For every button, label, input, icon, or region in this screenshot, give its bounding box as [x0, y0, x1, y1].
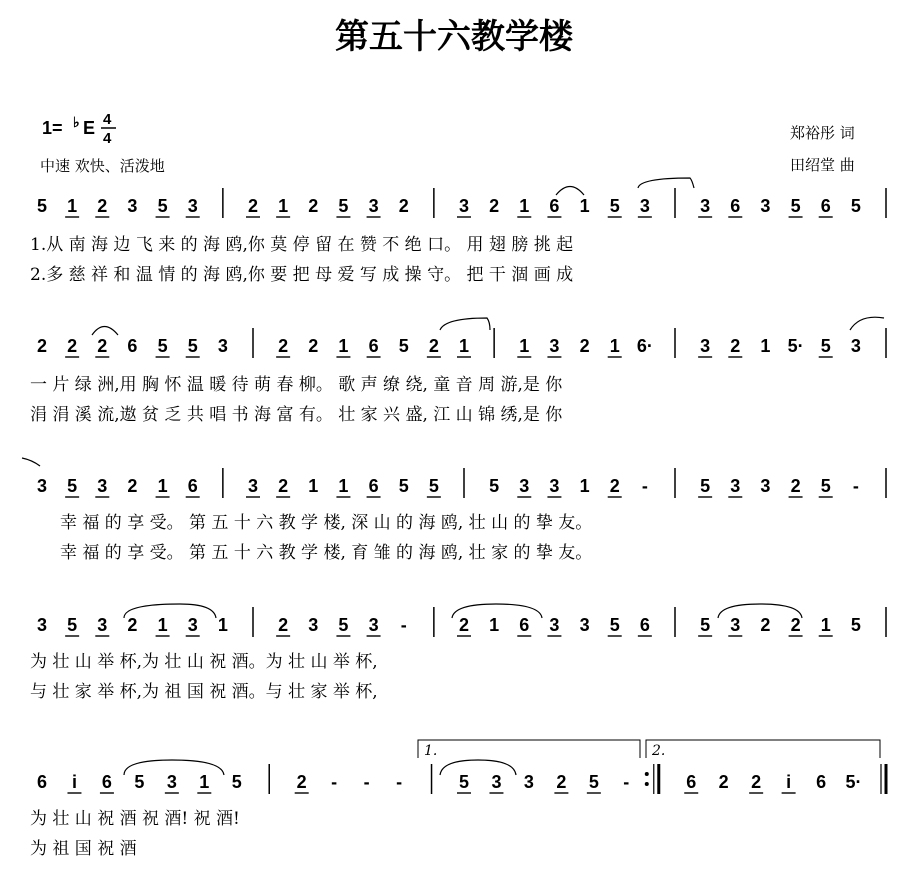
notation-row [37, 764, 886, 794]
note: 5 [588, 772, 599, 792]
note: 5 [398, 476, 409, 496]
repeat-dot [645, 772, 649, 776]
second-ending-label: 2. [652, 743, 666, 759]
note: 1 [458, 336, 470, 356]
note: 3 [760, 476, 771, 496]
key-prefix: 1= [42, 118, 63, 138]
note: 3 [549, 336, 560, 356]
note: 2 [398, 196, 409, 216]
note: 5 [820, 476, 831, 496]
lyric-line-verse-1: 为 壮 山 举 杯,为 壮 山 祝 酒。为 壮 山 举 杯, [30, 652, 378, 672]
dash-note: - [623, 772, 630, 792]
note: 6 [816, 772, 827, 792]
note: 5 [850, 615, 861, 635]
note: 2 [751, 772, 762, 792]
lyricist-credit: 郑裕彤 词 [790, 124, 855, 142]
note: 1 [199, 772, 210, 792]
note: 2 [458, 615, 470, 635]
note: 2 [127, 476, 138, 496]
note: 3 [730, 615, 741, 635]
note: 5 [67, 615, 78, 635]
note: 3 [458, 196, 470, 216]
lyric-line-verse-2: 2.多 慈 祥 和 温 情 的 海 鸥,你 要 把 母 爱 写 成 操 守。 把 干 涸 画 成 [30, 265, 574, 285]
note: 2 [127, 615, 138, 635]
note: 2 [718, 772, 729, 792]
note: 3 [549, 476, 560, 496]
first-ending-bracket [418, 740, 640, 758]
note: 1 [157, 615, 168, 635]
notation-row [37, 188, 886, 218]
note: 6 [187, 476, 198, 496]
lyric-line-verse-2: 为 祖 国 祝 酒 [30, 839, 137, 859]
note: 5 [157, 196, 168, 216]
dash-note: - [400, 615, 407, 635]
note: 5 [700, 615, 711, 635]
note: 5· [787, 336, 804, 356]
note: 5 [458, 772, 470, 792]
note: 6 [639, 615, 650, 635]
note: 5 [700, 476, 711, 496]
note: 5 [609, 196, 620, 216]
note: 2 [278, 615, 289, 635]
note: 5· [845, 772, 862, 792]
note: 1 [609, 336, 620, 356]
note: 1 [217, 615, 228, 635]
notation-row [37, 328, 886, 358]
note: 6 [36, 772, 48, 792]
lyric-line-verse-2: 涓 涓 溪 流,遨 贫 乏 共 唱 书 海 富 有。 壮 家 兴 盛, 江 山 锦 绣,是 你 [30, 405, 563, 425]
composer-credit: 田绍堂 曲 [790, 156, 855, 174]
first-ending-label: 1. [424, 743, 438, 759]
note: 1 [820, 615, 831, 635]
note: 3 [247, 476, 259, 496]
note: 2 [428, 336, 439, 356]
notation-row [37, 607, 886, 637]
volta-brackets [418, 740, 880, 759]
lyric-line-verse-1: 1.从 南 海 边 飞 来 的 海 鸥,你 莫 停 留 在 赞 不 绝 口。 用 翅 膀 挑 起 [30, 235, 574, 255]
time-denominator: 4 [103, 130, 112, 147]
note: 6 [101, 772, 112, 792]
note: 3 [97, 615, 108, 635]
note: 2 [790, 615, 801, 635]
repeat-dot [645, 782, 649, 786]
note: 2 [97, 336, 108, 356]
note: 1 [308, 476, 319, 496]
note: 1 [579, 476, 590, 496]
note: 6· [636, 336, 653, 356]
note: 6 [686, 772, 697, 792]
note: 5 [398, 336, 409, 356]
system-2 [30, 328, 886, 425]
lyric-line-verse-2: 与 壮 家 举 杯,为 祖 国 祝 酒。与 壮 家 举 杯, [30, 682, 378, 702]
note: 3 [519, 476, 530, 496]
note: 3 [700, 336, 711, 356]
note: 5 [36, 196, 48, 216]
note: 2 [308, 196, 319, 216]
note: 3 [368, 196, 379, 216]
note: 3 [850, 336, 861, 356]
system-5 [30, 764, 886, 859]
note: 3 [217, 336, 228, 356]
note: 2 [296, 772, 307, 792]
lyric-line-verse-2: 幸 福 的 享 受。 第 五 十 六 教 学 楼, 育 雏 的 海 鸥, 壮 家 的 挚 友。 [60, 543, 593, 563]
notation-row [37, 468, 886, 498]
note: 5 [850, 196, 861, 216]
note: 5 [231, 772, 242, 792]
note: 1 [519, 196, 530, 216]
note: 6 [519, 615, 530, 635]
note: 2 [609, 476, 620, 496]
note: 2 [67, 336, 78, 356]
note: 6 [368, 336, 379, 356]
tempo-marking: 中速 欢快、活泼地 [40, 157, 165, 175]
note: 5 [338, 196, 349, 216]
note: 5 [609, 615, 620, 635]
note: 6 [730, 196, 741, 216]
note: 3 [187, 196, 198, 216]
note: 3 [549, 615, 560, 635]
note: 3 [36, 615, 48, 635]
note: 1 [338, 476, 349, 496]
note: i [786, 772, 792, 792]
song-title: 第五十六教学楼 [335, 17, 573, 57]
note: 2 [278, 476, 289, 496]
note: 6 [549, 196, 560, 216]
note: 1 [278, 196, 289, 216]
note: 6 [127, 336, 138, 356]
note: 2 [730, 336, 741, 356]
note: 1 [157, 476, 168, 496]
note: 3 [166, 772, 177, 792]
note: 3 [730, 476, 741, 496]
key-tonic: E [83, 118, 96, 138]
note: 3 [523, 772, 534, 792]
note: 6 [820, 196, 831, 216]
note: 3 [187, 615, 198, 635]
note: 2 [489, 196, 500, 216]
dash-note: - [396, 772, 403, 792]
note: 2 [579, 336, 590, 356]
note: 2 [278, 336, 289, 356]
note: 3 [308, 615, 319, 635]
note: 5 [157, 336, 168, 356]
note: 2 [556, 772, 567, 792]
note: 2 [308, 336, 319, 356]
dash-note: - [363, 772, 370, 792]
lyric-line-verse-1: 为 壮 山 祝 酒 祝 酒! 祝 酒! [30, 809, 240, 829]
note: i [71, 772, 77, 792]
note: 1 [338, 336, 349, 356]
note: 3 [127, 196, 138, 216]
dash-note: - [331, 772, 338, 792]
note: 5 [187, 336, 198, 356]
lyric-line-verse-1: 幸 福 的 享 受。 第 五 十 六 教 学 楼, 深 山 的 海 鸥, 壮 山 的 挚 友。 [60, 513, 593, 533]
note: 3 [97, 476, 108, 496]
dash-note: - [641, 476, 648, 496]
note: 3 [760, 196, 771, 216]
note: 3 [491, 772, 502, 792]
second-ending-bracket [646, 740, 880, 758]
note: 2 [36, 336, 48, 356]
dash-note: - [852, 476, 859, 496]
note: 6 [368, 476, 379, 496]
note: 3 [368, 615, 379, 635]
note: 1 [760, 336, 771, 356]
note: 1 [519, 336, 530, 356]
note: 5 [134, 772, 145, 792]
note: 1 [489, 615, 500, 635]
key-signature [42, 111, 116, 147]
note: 5 [820, 336, 831, 356]
note: 2 [760, 615, 771, 635]
note: 1 [579, 196, 590, 216]
note: 5 [489, 476, 500, 496]
note: 5 [790, 196, 801, 216]
system-1 [30, 188, 886, 285]
note: 3 [579, 615, 590, 635]
note: 2 [247, 196, 259, 216]
time-numerator: 4 [103, 111, 112, 128]
lyric-line-verse-1: 一 片 绿 洲,用 胸 怀 温 暖 待 萌 春 柳。 歌 声 缭 绕, 童 音 周 游,是 你 [30, 375, 563, 395]
note: 3 [700, 196, 711, 216]
note: 3 [639, 196, 650, 216]
note: 1 [67, 196, 78, 216]
flat-sign: ♭ [73, 114, 80, 130]
note: 5 [67, 476, 78, 496]
note: 5 [428, 476, 439, 496]
note: 3 [36, 476, 48, 496]
note: 2 [97, 196, 108, 216]
system-4 [30, 607, 886, 702]
note: 5 [338, 615, 349, 635]
system-3 [37, 468, 886, 563]
note: 2 [790, 476, 801, 496]
